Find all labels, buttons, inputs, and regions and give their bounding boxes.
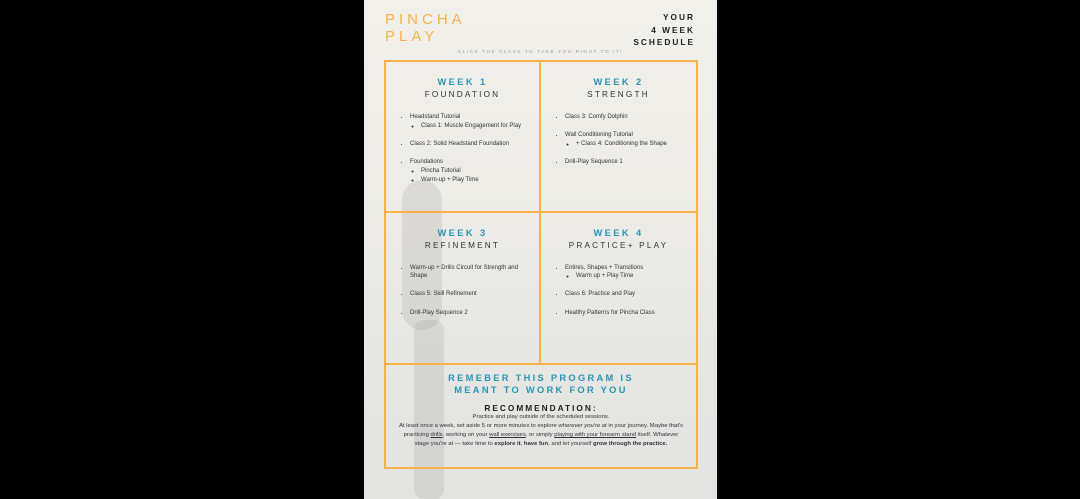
recommendation-heading: RECOMMENDATION: <box>484 403 598 413</box>
schedule-line-1: YOUR <box>663 12 695 22</box>
week-3-label: WEEK 3 <box>437 227 488 238</box>
reminder-heading-line-2: MEANT TO WORK FOR YOU <box>454 385 628 395</box>
forearm-stand-link[interactable]: playing with your forearm stand <box>554 432 637 438</box>
list-subitem[interactable]: ◦ Pincha Tutorial <box>421 167 529 176</box>
week-2-list <box>541 113 696 167</box>
week-1-list <box>386 113 539 184</box>
week-2-label: WEEK 2 <box>593 77 644 87</box>
week-4-label: WEEK 4 <box>593 227 644 238</box>
weeks-grid <box>384 60 698 365</box>
reminder-box <box>384 363 698 469</box>
list-item[interactable]: • Class 6: Practice and Play <box>565 290 686 299</box>
week-3-list <box>386 264 539 318</box>
schedule-heading <box>633 11 695 49</box>
list-item[interactable]: • Entires, Shapes + Transitions ◦ Warm up + Play Time <box>565 264 686 281</box>
schedule-line-2: 4 WEEK <box>651 24 695 35</box>
wall-exercises-link[interactable]: wall exercises <box>489 432 526 438</box>
week-3-theme: REFINEMENT <box>424 240 501 250</box>
schedule-line-3: SCHEDULE <box>633 37 695 47</box>
week-2-card <box>541 62 696 213</box>
reminder-heading <box>386 372 696 396</box>
list-subitem[interactable]: ◦ Class 1: Muscle Engagement for Play <box>421 122 529 131</box>
page-title <box>385 11 466 45</box>
week-4-list <box>541 264 696 318</box>
list-item[interactable]: • Class 5: Skill Refinement <box>410 290 529 299</box>
list-item[interactable]: • Warm-up + Drills Circuit for Strength and Shape <box>410 264 529 281</box>
list-item[interactable]: • Foundations ◦ Pincha Tutorial ◦ Warm-up + Play Time <box>410 158 529 184</box>
drills-link[interactable]: drills <box>430 432 443 438</box>
week-3-card <box>386 213 541 364</box>
week-4-theme: PRACTICE+ PLAY <box>568 240 669 250</box>
list-item[interactable]: • Drill-Play Sequence 1 <box>565 158 686 167</box>
schedule-page <box>364 0 717 499</box>
click-hint: CLICK THE CLASS TO TAKE YOU RIGHT TO IT! <box>457 49 624 54</box>
list-item[interactable]: • Wall Conditioning Tutorial ◦ + Class 4: Conditioning the Shape <box>565 131 686 148</box>
list-subitem[interactable]: ◦ Warm up + Play Time <box>576 272 686 281</box>
week-4-card <box>541 213 696 364</box>
list-item[interactable]: • Class 2: Solid Headstand Foundation <box>410 140 529 149</box>
week-1-label: WEEK 1 <box>437 77 488 87</box>
list-item[interactable]: • Class 3: Comfy Dolphin <box>565 113 686 122</box>
list-subitem[interactable]: ◦ + Class 4: Conditioning the Shape <box>576 140 686 149</box>
week-2-theme: STRENGTH <box>587 90 650 99</box>
recommendation-paragraph: At least once a week, set aside 5 or more minutes to explore wherever you're at in your journey. Maybe that's practicing drills, working on your wall exercises, or simply playing with your forearm stand itself. Whatever stage you're at — take time to explore it, have fun, and let yourself grow through the practice. <box>398 423 684 447</box>
week-1-card <box>386 62 541 213</box>
title-line-1: PINCHA <box>385 11 466 28</box>
list-item[interactable]: • Headstand Tutorial ◦ Class 1: Muscle Engagement for Play <box>410 113 529 130</box>
list-item[interactable]: • Drill-Play Sequence 2 <box>410 309 529 318</box>
title-line-2: PLAY <box>385 28 439 45</box>
week-1-theme: FOUNDATION <box>424 90 501 99</box>
reminder-heading-line-1: REMEBER THIS PROGRAM IS <box>448 373 634 383</box>
recommendation-line: Practice and play outside of the scheduled sessions. <box>472 414 610 420</box>
list-subitem[interactable]: ◦ Warm-up + Play Time <box>421 176 529 185</box>
list-item[interactable]: • Healthy Patterns for Pincha Class <box>565 309 686 318</box>
